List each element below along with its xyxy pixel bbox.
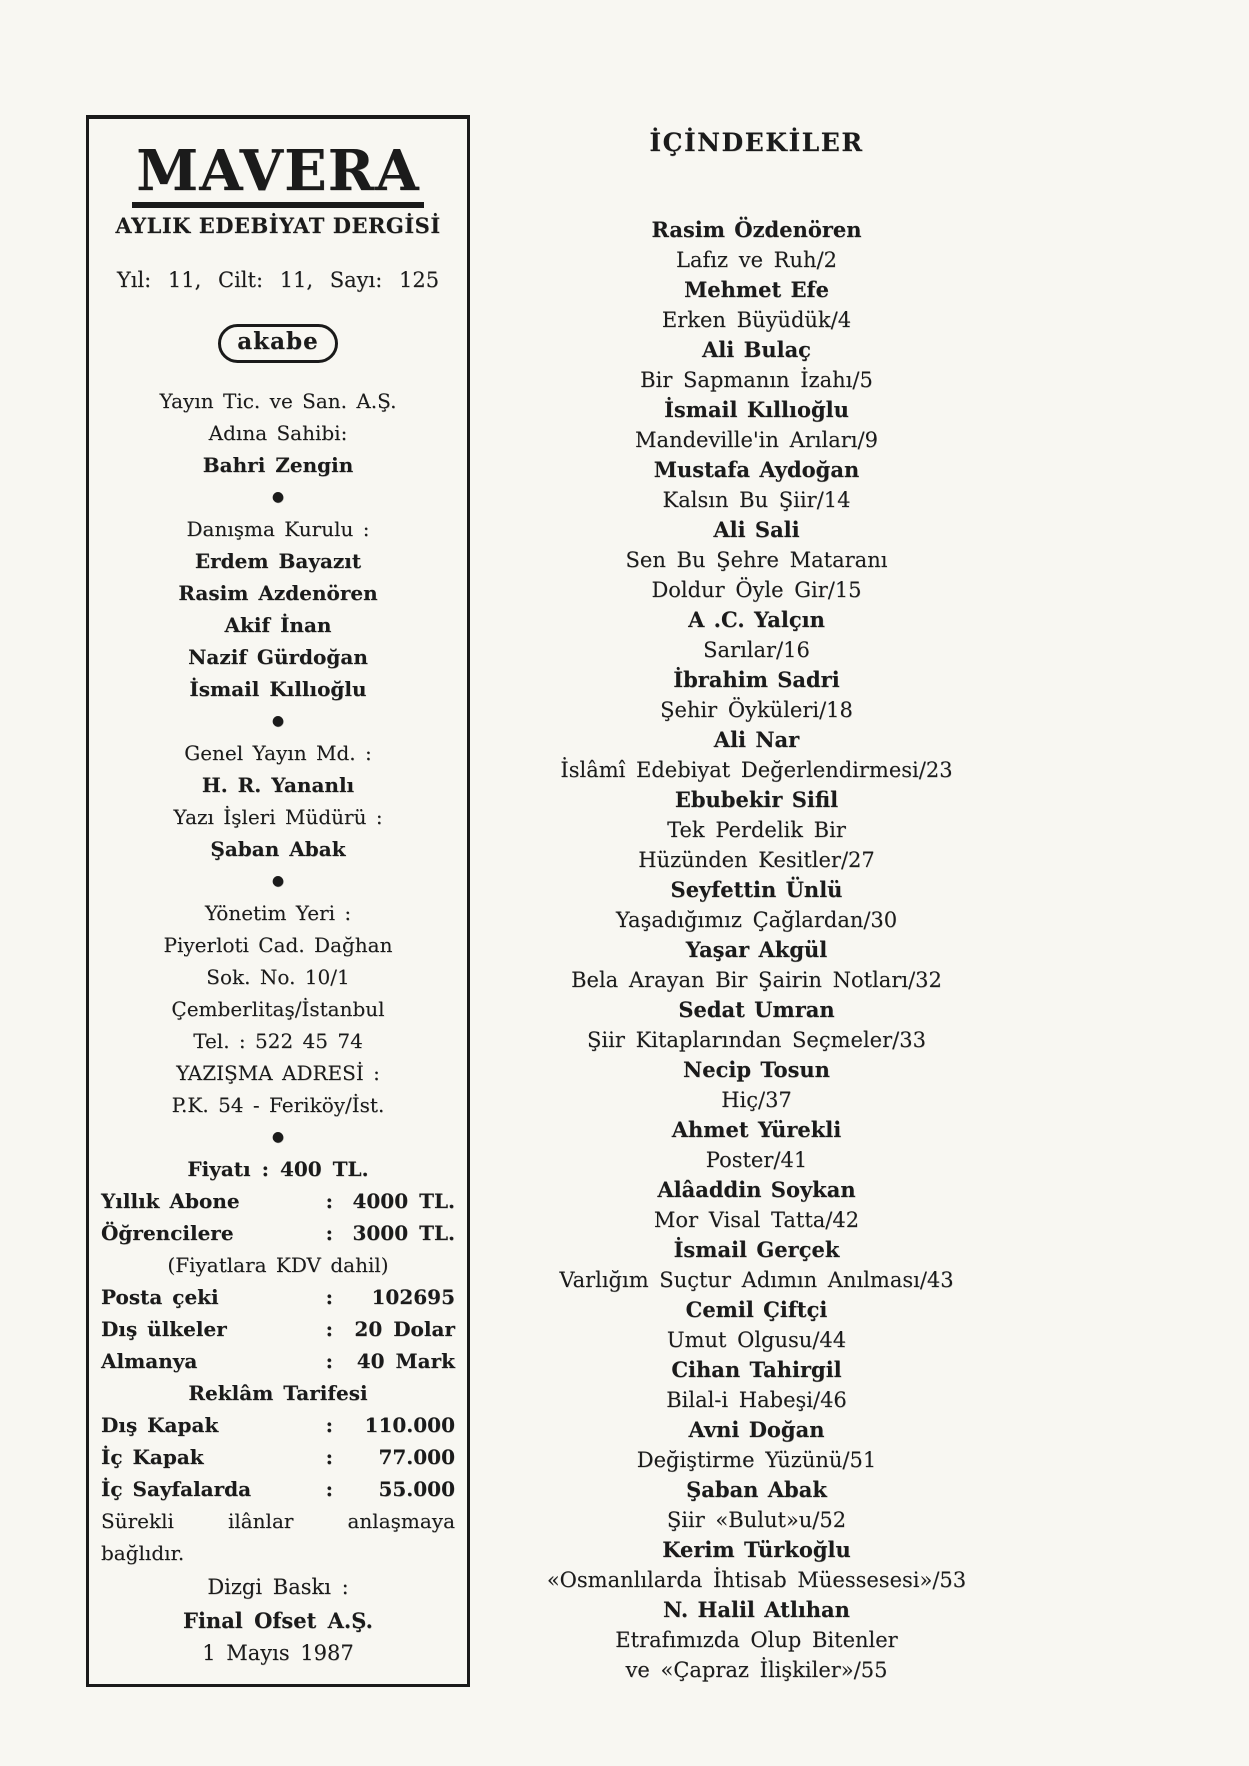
- price-row: [101, 1345, 455, 1377]
- print-info-line: Final Ofset A.Ş.: [183, 1607, 373, 1633]
- entry-title-line: Sarılar/16: [703, 638, 810, 662]
- masthead-info-line: Danışma Kurulu :: [186, 516, 370, 541]
- contents-entry: [480, 1475, 1033, 1535]
- print-info-line: Dizgi Baskı :: [207, 1574, 349, 1599]
- magazine-logo-wrap: [101, 138, 455, 208]
- price-row: [101, 1473, 455, 1505]
- masthead-info-line: P.K. 54 - Feriköy/İst.: [171, 1092, 385, 1117]
- entry-author: Necip Tosun: [683, 1057, 830, 1082]
- pricing-heading: (Fiyatlara KDV dahil): [167, 1252, 389, 1277]
- contents-entry: [480, 1115, 1033, 1175]
- entry-author: İsmail Gerçek: [673, 1237, 840, 1262]
- entry-author: Alâaddin Soykan: [657, 1177, 856, 1202]
- contents-entry: [480, 1055, 1033, 1115]
- magazine-logo: MAVERA: [132, 143, 423, 208]
- price-label: Yıllık Abone: [101, 1188, 240, 1213]
- entry-title-line: Yaşadığımız Çağlardan/30: [615, 908, 898, 932]
- price-label: Öğrencilere: [101, 1220, 234, 1245]
- contents-entry: [480, 1355, 1033, 1415]
- contents-entry: [480, 515, 1033, 605]
- masthead-info-line: H. R. Yananlı: [201, 772, 355, 797]
- price-separator: :: [325, 1444, 333, 1469]
- entry-author: Sedat Umran: [678, 997, 835, 1022]
- price-label: Posta çeki: [101, 1284, 219, 1309]
- price-value: 110.000: [364, 1412, 455, 1437]
- entry-title-line: ve «Çapraz İlişkiler»/55: [625, 1658, 888, 1682]
- contents-entry: [480, 1595, 1033, 1685]
- akabe-publisher-logo: akabe: [218, 324, 337, 363]
- masthead-info-line: Bahri Zengin: [202, 452, 354, 477]
- entry-author: Ebubekir Sifil: [674, 787, 839, 812]
- contents-entry: [480, 455, 1033, 515]
- masthead-info-line: Rasim Azdenören: [178, 580, 378, 605]
- contents-entry: [480, 875, 1033, 935]
- contents-entry: [480, 935, 1033, 995]
- price-separator: :: [325, 1188, 333, 1213]
- masthead-info-line: YAZIŞMA ADRESİ :: [176, 1060, 380, 1085]
- entry-title-line: «Osmanlılarda İhtisab Müessesesi»/53: [546, 1568, 967, 1592]
- entry-title-line: Değiştirme Yüzünü/51: [636, 1448, 877, 1472]
- contents-entry: [480, 995, 1033, 1055]
- entry-title-line: İslâmî Edebiyat Değerlendirmesi/23: [560, 758, 953, 782]
- price-label: Almanya: [101, 1348, 198, 1373]
- contents-entry: [480, 395, 1033, 455]
- price-value: 77.000: [378, 1444, 455, 1469]
- masthead-box: [86, 115, 470, 1687]
- contents-entry: [480, 215, 1033, 275]
- entry-title-line: Umut Olgusu/44: [666, 1328, 847, 1352]
- entry-title-line: Etrafımızda Olup Bitenler: [615, 1628, 898, 1652]
- entry-author: İsmail Kıllıoğlu: [664, 397, 849, 422]
- ads-note-line: Sürekli ilânlar anlaşmaya: [101, 1508, 455, 1533]
- entry-title-line: Erken Büyüdük/4: [661, 308, 852, 332]
- entry-author: Şaban Abak: [686, 1477, 827, 1502]
- masthead-info-line: Çemberlitaş/İstanbul: [171, 996, 385, 1021]
- contents-entry: [480, 1535, 1033, 1595]
- price-row: [101, 1409, 455, 1441]
- masthead-info-line: Yazı İşleri Müdürü :: [173, 804, 383, 829]
- price-separator: :: [325, 1316, 333, 1341]
- entry-author: Cihan Tahirgil: [671, 1357, 842, 1382]
- print-info-section: [101, 1571, 455, 1670]
- entry-title-line: Poster/41: [705, 1148, 808, 1172]
- entry-author: N. Halil Atlıhan: [663, 1597, 850, 1622]
- entry-author: Mehmet Efe: [684, 277, 829, 302]
- contents-entry: [480, 335, 1033, 395]
- entry-author: Rasim Özdenören: [651, 217, 862, 242]
- price-value: 3000 TL.: [352, 1220, 455, 1245]
- contents-entry: [480, 275, 1033, 335]
- entry-author: Avni Doğan: [688, 1417, 825, 1442]
- entry-author: Seyfettin Ünlü: [670, 877, 843, 902]
- contents-entry: [480, 785, 1033, 875]
- masthead-info-line: Sok. No. 10/1: [206, 964, 350, 989]
- price-separator: :: [325, 1220, 333, 1245]
- contents-entry: [480, 1175, 1033, 1235]
- entry-author: Ali Sali: [713, 517, 800, 542]
- bullet-icon: ●: [271, 872, 285, 889]
- entry-title-line: Tek Perdelik Bir: [667, 818, 846, 842]
- bullet-icon: ●: [271, 1128, 285, 1145]
- entry-title-line: Hüzünden Kesitler/27: [638, 848, 875, 872]
- price-value: 102695: [371, 1284, 455, 1309]
- masthead-info-line: Yönetim Yeri :: [204, 900, 352, 925]
- masthead-info-line: Akif İnan: [224, 612, 332, 637]
- entry-title-line: Şiir «Bulut»u/52: [666, 1508, 847, 1532]
- entry-author: İbrahim Sadri: [673, 667, 840, 692]
- contents-entry: [480, 1295, 1033, 1355]
- masthead-info-line: Piyerloti Cad. Dağhan: [163, 932, 393, 957]
- ads-note-line: bağlıdır.: [101, 1540, 185, 1565]
- entry-title-line: Şehir Öyküleri/18: [660, 698, 853, 722]
- contents-entry: [480, 605, 1033, 665]
- entry-title-line: Bela Arayan Bir Şairin Notları/32: [571, 968, 942, 992]
- entry-title-line: Lafız ve Ruh/2: [676, 248, 837, 272]
- contents-entry: [480, 725, 1033, 785]
- pricing-table: [101, 1185, 455, 1505]
- entry-author: Mustafa Aydoğan: [653, 457, 860, 482]
- masthead-info-line: Adına Sahibi:: [208, 420, 348, 445]
- price-value: 55.000: [378, 1476, 455, 1501]
- price-row: [101, 1217, 455, 1249]
- masthead-info-line: Nazif Gürdoğan: [188, 644, 368, 669]
- masthead-info-line: İsmail Kıllıoğlu: [189, 676, 367, 701]
- contents-entry: [480, 1235, 1033, 1295]
- entry-author: Cemil Çiftçi: [685, 1297, 828, 1322]
- contents-entry: [480, 665, 1033, 725]
- entry-title-line: Şiir Kitaplarından Seçmeler/33: [587, 1028, 926, 1052]
- magazine-subtitle: AYLIK EDEBİYAT DERGİSİ: [115, 213, 441, 238]
- masthead-info-line: Şaban Abak: [210, 836, 346, 861]
- entry-author: Kerim Türkoğlu: [662, 1537, 851, 1562]
- masthead-info-line: Erdem Bayazıt: [194, 548, 362, 573]
- price-row: [101, 1281, 455, 1313]
- pricing-heading: Reklâm Tarifesi: [188, 1380, 368, 1405]
- entry-author: A .C. Yalçın: [688, 607, 825, 632]
- price-line: Fiyatı : 400 TL.: [187, 1156, 369, 1181]
- issue-info: Yıl: 11, Cilt: 11, Sayı: 125: [116, 268, 440, 292]
- contents-entry: [480, 1415, 1033, 1475]
- entry-title-line: Kalsın Bu Şiir/14: [662, 488, 851, 512]
- print-info-line: 1 Mayıs 1987: [202, 1640, 354, 1665]
- entry-author: Ali Bulaç: [702, 337, 811, 362]
- bullet-icon: ●: [271, 488, 285, 505]
- publisher-logo-wrap: [101, 292, 455, 363]
- masthead-info-line: Genel Yayın Md. :: [184, 740, 372, 765]
- price-separator: :: [325, 1348, 333, 1373]
- price-separator: :: [325, 1476, 333, 1501]
- entry-title-line: Doldur Öyle Gir/15: [651, 578, 862, 602]
- price-label: İç Kapak: [101, 1444, 204, 1469]
- contents-title: İÇİNDEKİLER: [649, 128, 864, 157]
- entry-title-line: Bir Sapmanın İzahı/5: [640, 368, 873, 392]
- price-label: Dış Kapak: [101, 1412, 219, 1437]
- masthead-info-section: [101, 385, 455, 1153]
- price-value: 4000 TL.: [352, 1188, 455, 1213]
- masthead-info-line: Yayın Tic. ve San. A.Ş.: [159, 388, 397, 413]
- price-label: Dış ülkeler: [101, 1316, 227, 1341]
- entry-title-line: Varlığım Suçtur Adımın Anılması/43: [559, 1268, 954, 1292]
- bullet-icon: ●: [271, 712, 285, 729]
- contents-list: [480, 215, 1033, 1685]
- entry-author: Yaşar Akgül: [685, 937, 828, 962]
- price-separator: :: [325, 1284, 333, 1309]
- entry-title-line: Hiç/37: [721, 1088, 792, 1112]
- entry-title-line: Mandeville'in Arıları/9: [635, 428, 878, 452]
- price-row: [101, 1441, 455, 1473]
- entry-title-line: Sen Bu Şehre Mataranı: [625, 548, 888, 572]
- price-value: 20 Dolar: [354, 1316, 455, 1341]
- price-row: [101, 1313, 455, 1345]
- entry-author: Ahmet Yürekli: [671, 1117, 842, 1142]
- masthead-info-line: Tel. : 522 45 74: [193, 1028, 363, 1053]
- price-separator: :: [325, 1412, 333, 1437]
- ads-note: [101, 1505, 455, 1569]
- entry-author: Ali Nar: [713, 727, 800, 752]
- entry-title-line: Mor Visal Tatta/42: [653, 1208, 860, 1232]
- price-label: İç Sayfalarda: [101, 1476, 252, 1501]
- contents-column: [480, 128, 1033, 1685]
- entry-title-line: Bilal-i Habeşi/46: [666, 1388, 847, 1412]
- price-row: [101, 1185, 455, 1217]
- price-value: 40 Mark: [356, 1348, 455, 1373]
